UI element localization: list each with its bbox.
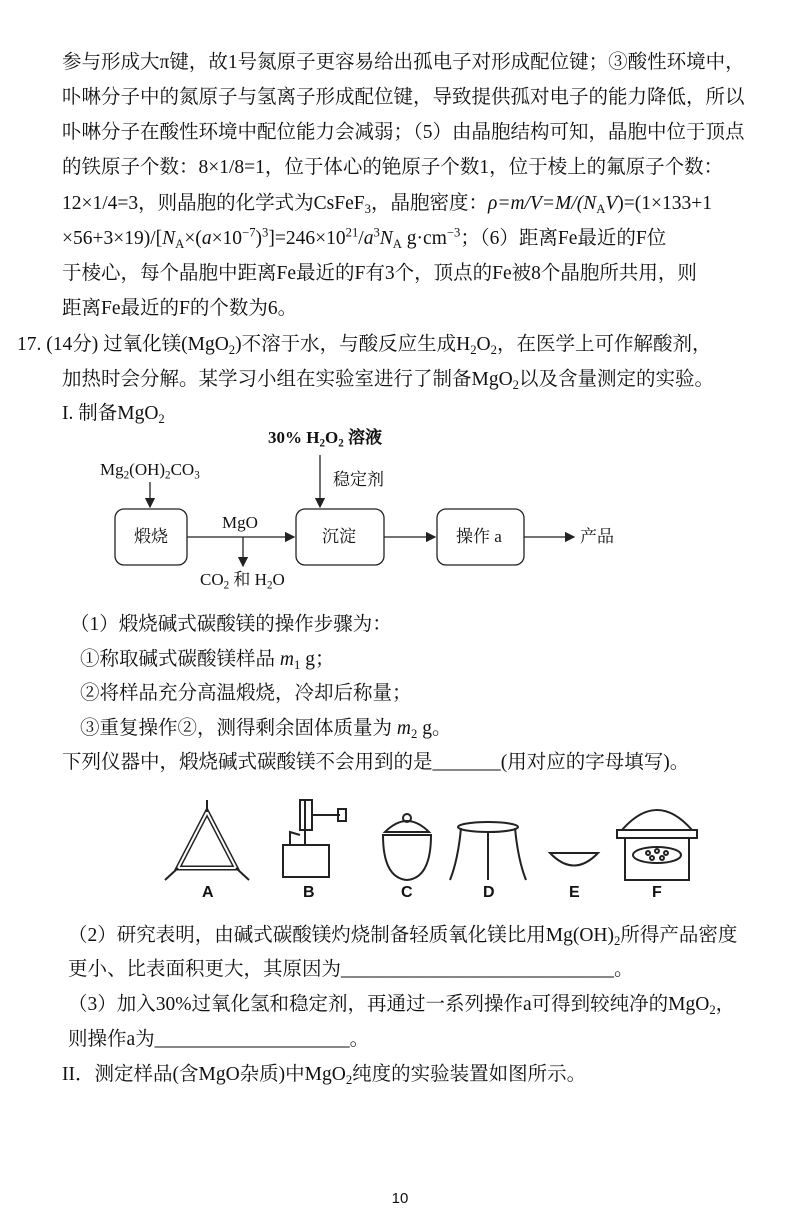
text-segment: 2 bbox=[345, 1072, 353, 1087]
mgo-label bbox=[222, 513, 258, 533]
apparatus-label-c: C bbox=[401, 884, 413, 901]
text-segment: 2 bbox=[512, 377, 519, 392]
apparatus-label-b: B bbox=[303, 884, 315, 901]
text-segment: g。 bbox=[417, 718, 452, 739]
text-segment: 17. (14分) 过氧化镁(MgO bbox=[17, 334, 229, 355]
text-segment: a bbox=[201, 228, 212, 249]
page-number: 10 bbox=[391, 1190, 409, 1207]
text-segment: 溶液 bbox=[343, 428, 383, 447]
clay-triangle-icon bbox=[165, 800, 249, 880]
text-segment: 2 bbox=[410, 726, 418, 741]
text-segment: −7 bbox=[242, 225, 256, 240]
text-segment: 纯度的实验装置如图所示。 bbox=[352, 1064, 587, 1085]
h2o2-label bbox=[268, 428, 382, 448]
text-segment: 2 bbox=[123, 469, 130, 482]
byproduct-label bbox=[200, 570, 285, 590]
text-segment: ③重复操作②，测得剩余固体质量为 bbox=[80, 718, 397, 739]
text-segment: I. 制备MgO bbox=[62, 403, 159, 424]
text-segment: 参与形成大π键，故1号氮原子更容易给出孤电子对形成配位键；③酸性环境中， bbox=[62, 52, 745, 73]
reactant-label bbox=[100, 460, 200, 480]
text-segment: 2 bbox=[614, 933, 621, 948]
text-segment: (OH) bbox=[129, 460, 166, 479]
apparatus-figures bbox=[165, 800, 697, 880]
text-segment: 距离Fe最近的F的个数为6。 bbox=[62, 298, 298, 319]
text-segment: a bbox=[363, 228, 374, 249]
text-segment: 稳定剂 bbox=[333, 470, 384, 489]
text-segment: ) bbox=[255, 228, 263, 249]
text-segment: −3 bbox=[446, 225, 461, 240]
tripod-icon bbox=[450, 822, 526, 880]
text-segment: ρ=m/V=M/(N bbox=[487, 193, 597, 214]
text-segment: 2 bbox=[338, 437, 344, 450]
text-segment: A bbox=[392, 236, 402, 251]
text-segment: A bbox=[596, 201, 606, 216]
text-segment: ]=246×10 bbox=[268, 228, 346, 249]
product-label bbox=[580, 527, 614, 547]
text-segment: 煅烧 bbox=[134, 527, 168, 546]
text-segment: 2 bbox=[709, 1002, 716, 1017]
text-segment: （2）研究表明，由碱式碳酸镁灼烧制备轻质氧化镁比用Mg(OH) bbox=[68, 925, 614, 946]
text-segment: N bbox=[162, 228, 176, 249]
text-segment: 于棱心，每个晶胞中距离Fe最近的F有3个，顶点的Fe被8个晶胞所共用，则 bbox=[62, 263, 697, 284]
text-segment: 2 bbox=[470, 342, 477, 357]
text-segment: 则操作a为____________________。 bbox=[68, 1029, 370, 1050]
text-segment: ×10 bbox=[211, 228, 243, 249]
evaporating-dish-icon bbox=[550, 853, 598, 866]
text-segment: 加热时会分解。某学习小组在实验室进行了制备MgO bbox=[62, 369, 513, 390]
text-segment: 卟啉分子中的氮原子与氢离子形成配位键，导致提供孤对电子的能力降低，所以 bbox=[62, 87, 745, 108]
text-segment: 2 bbox=[158, 411, 165, 426]
text-segment: CO bbox=[170, 460, 195, 479]
text-segment: g； bbox=[300, 649, 335, 670]
apparatus-label-d: D bbox=[483, 884, 495, 901]
apparatus-label-f: F bbox=[652, 884, 662, 901]
text-segment: O bbox=[272, 570, 285, 589]
text-segment: CO bbox=[200, 570, 224, 589]
text-segment: 2 bbox=[490, 342, 497, 357]
text-segment: 3 bbox=[364, 201, 371, 216]
text-segment: II．测定样品(含MgO杂质)中MgO bbox=[62, 1064, 346, 1085]
text-segment: 3 bbox=[262, 225, 269, 240]
text-segment: 3 bbox=[373, 225, 380, 240]
calcine-label bbox=[134, 527, 168, 547]
text-segment: 30% H bbox=[268, 428, 320, 447]
text-segment: （3）加入30%过氧化氢和稳定剂，再通过一系列操作a可得到较纯净的MgO bbox=[68, 994, 710, 1015]
text-segment: )=(1×133+1 bbox=[617, 193, 712, 214]
text-segment: MgO bbox=[222, 513, 258, 532]
text-segment: 2 bbox=[223, 579, 230, 592]
operation-a-label bbox=[456, 527, 502, 547]
apparatus-label-a: A bbox=[202, 884, 214, 901]
text-segment: N bbox=[379, 228, 393, 249]
text-segment: ，晶胞密度： bbox=[370, 193, 488, 214]
desiccator-icon bbox=[617, 810, 697, 880]
text-segment: Mg bbox=[100, 460, 124, 479]
text-segment: ①称取碱式碳酸镁样品 bbox=[80, 649, 280, 670]
text-segment: 2 bbox=[319, 437, 326, 450]
text-segment: 2 bbox=[228, 342, 236, 357]
stabilizer-label bbox=[333, 470, 384, 490]
text-segment: 卟啉分子在酸性环境中配位能力会减弱；（5）由晶胞结构可知，晶胞中位于顶点 bbox=[62, 122, 745, 143]
text-segment: )不溶于水，与酸反应生成H bbox=[235, 334, 471, 355]
text-segment: ；（6）距离Fe最近的F位 bbox=[460, 228, 667, 249]
text-segment: 更小、比表面积更大，其原因为____________________________。 bbox=[68, 959, 634, 980]
text-segment: O bbox=[325, 428, 339, 447]
text-segment: m bbox=[396, 718, 411, 739]
text-segment: 21 bbox=[345, 225, 359, 240]
crucible-icon bbox=[383, 814, 431, 880]
text-segment: 所得产品密度 bbox=[620, 925, 738, 946]
text-segment: 和 H bbox=[229, 570, 267, 589]
text-segment: 的铁原子个数：8×1/8=1，位于体心的铯原子个数1，位于棱上的氟原子个数： bbox=[62, 157, 724, 178]
text-segment: ，在医学上可作解酸剂， bbox=[496, 334, 712, 355]
apparatus-label-e: E bbox=[569, 884, 580, 901]
precipitate-label bbox=[322, 527, 356, 547]
text-segment: （1）煅烧碱式碳酸镁的操作步骤为： bbox=[70, 614, 392, 635]
text-segment: O bbox=[476, 334, 491, 355]
text-segment: 12×1/4=3，则晶胞的化学式为CsFeF bbox=[62, 193, 365, 214]
text-segment: 3 bbox=[194, 469, 200, 482]
alcohol-lamp-stand-icon bbox=[283, 800, 346, 877]
text-segment: g·cm bbox=[401, 228, 447, 249]
text-segment: ×( bbox=[184, 228, 202, 249]
text-segment: 沉淀 bbox=[322, 527, 356, 546]
text-segment: ×56+3×19)/[ bbox=[62, 228, 163, 249]
text-segment: 以及含量测定的实验。 bbox=[519, 369, 715, 390]
text-segment: 2 bbox=[165, 469, 171, 482]
text-segment: A bbox=[175, 236, 185, 251]
text-segment: V bbox=[605, 193, 618, 214]
text-segment: 2 bbox=[266, 579, 273, 592]
text-segment: 操作 a bbox=[456, 527, 502, 546]
text-segment: ②将样品充分高温煅烧，冷却后称量； bbox=[80, 683, 412, 704]
text-segment: / bbox=[358, 228, 364, 249]
text-segment: ， bbox=[715, 994, 736, 1015]
text-segment: 产品 bbox=[580, 527, 614, 546]
text-segment: 1 bbox=[293, 657, 301, 672]
text-segment: m bbox=[279, 649, 294, 670]
text-segment: 下列仪器中，煅烧碱式碳酸镁不会用到的是_______(用对应的字母填写)。 bbox=[62, 752, 690, 773]
